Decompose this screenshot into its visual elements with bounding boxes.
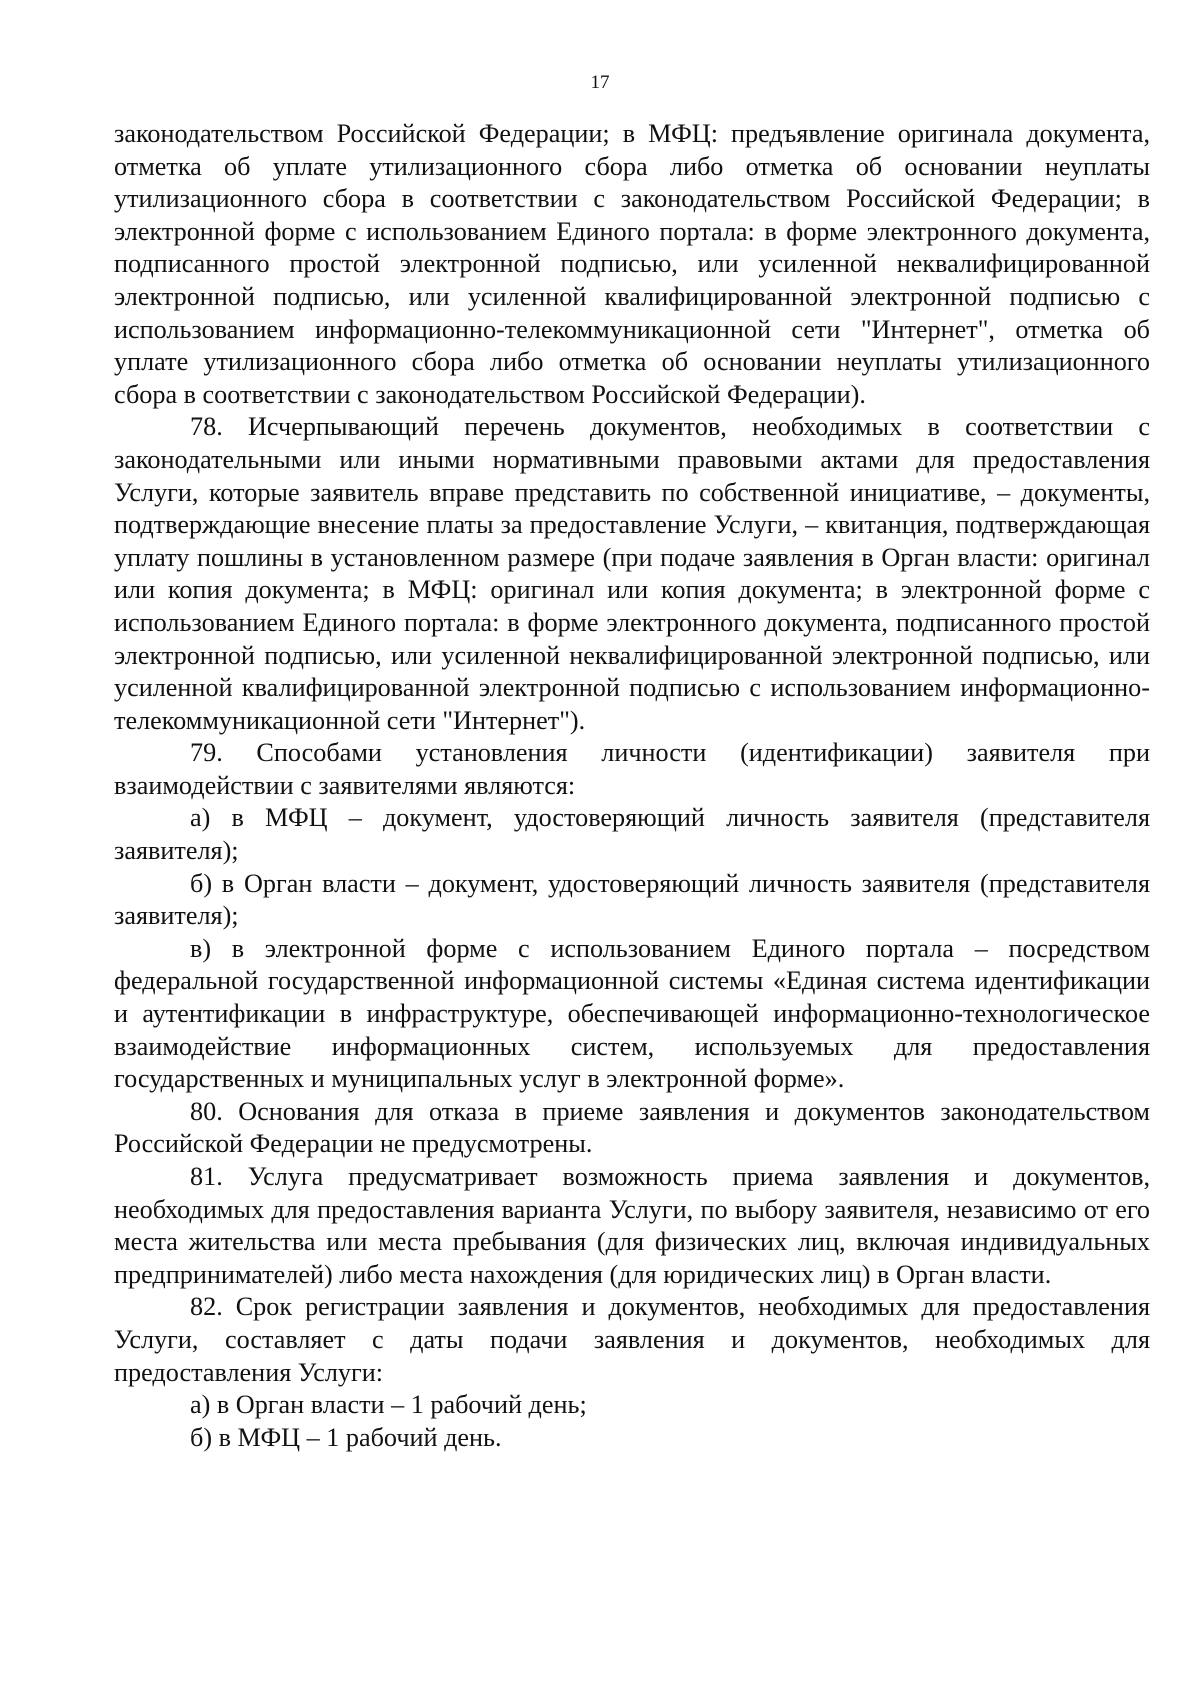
paragraph-79-v: в) в электронной форме с использованием Единого портала – посредством федеральной государственной информационной системы «Единая система идентификации и аутентификации в инфраструктуре, обеспечивающей информационно-технологическое взаимодействие информационных систем, используемых для предоставления государственных и муниципальных услуг в электронной форме». <box>114 933 1150 1094</box>
paragraph-79-b: б) в Орган власти – документ, удостоверяющий личность заявителя (представителя заявителя); <box>114 868 1150 931</box>
paragraph-continuation: законодательством Российской Федерации; в МФЦ: предъявление оригинала документа, отметка об уплате утилизационного сбора либо отметка об основании неуплаты утилизационного сбора в соответствии с законодательством Российской Федерации; в электронной форме с использованием Единого портала: в форме электронного документа, подписанного простой электронной подписью, или усиленной неквалифицированной электронной подписью, или усиленной квалифицированной электронной подписью с использованием информационно-телекоммуникационной сети "Интернет", отметка об уплате утилизационного сбора либо отметка об основании неуплаты утилизационного сбора в соответствии с законодательством Российской Федерации). <box>114 119 1150 409</box>
paragraph-80: 80. Основания для отказа в приеме заявления и документов законодательством Российской Федерации не предусмотрены. <box>114 1096 1150 1159</box>
paragraph-81: 81. Услуга предусматривает возможность приема заявления и документов, необходимых для предоставления варианта Услуги, по выбору заявителя, независимо от его места жительства или места пребывания (для физических лиц, включая индивидуальных предпринимателей) либо места нахождения (для юридических лиц) в Орган власти. <box>114 1162 1150 1289</box>
page-number: 17 <box>590 72 610 93</box>
paragraph-82-a: а) в Орган власти – 1 рабочий день; <box>190 1390 587 1420</box>
paragraph-79: 79. Способами установления личности (идентификации) заявителя при взаимодействии с заявителями являются: <box>114 738 1150 800</box>
document-body <box>114 118 1150 1454</box>
paragraph-82: 82. Срок регистрации заявления и документов, необходимых для предоставления Услуги, составляет с даты подачи заявления и документов, необходимых для предоставления Услуги: <box>114 1292 1150 1387</box>
paragraph-78: 78. Исчерпывающий перечень документов, необходимых в соответствии с законодательными или иными нормативными правовыми актами для предоставления Услуги, которые заявитель вправе представить по собственной инициативе, – документы, подтверждающие внесение платы за предоставление Услуги, – квитанция, подтверждающая уплату пошлины в установленном размере (при подаче заявления в Орган власти: оригинал или копия документа; в МФЦ: оригинал или копия документа; в электронной форме с использованием Единого портала: в форме электронного документа, подписанного простой электронной подписью, или усиленной неквалифицированной электронной подписью, или усиленной квалифицированной электронной подписью с использованием информационно-телекоммуникационной сети "Интернет"). <box>114 412 1150 735</box>
paragraph-82-b: б) в МФЦ – 1 рабочий день. <box>190 1422 502 1452</box>
paragraph-79-a: а) в МФЦ – документ, удостоверяющий личность заявителя (представителя заявителя); <box>114 803 1150 866</box>
